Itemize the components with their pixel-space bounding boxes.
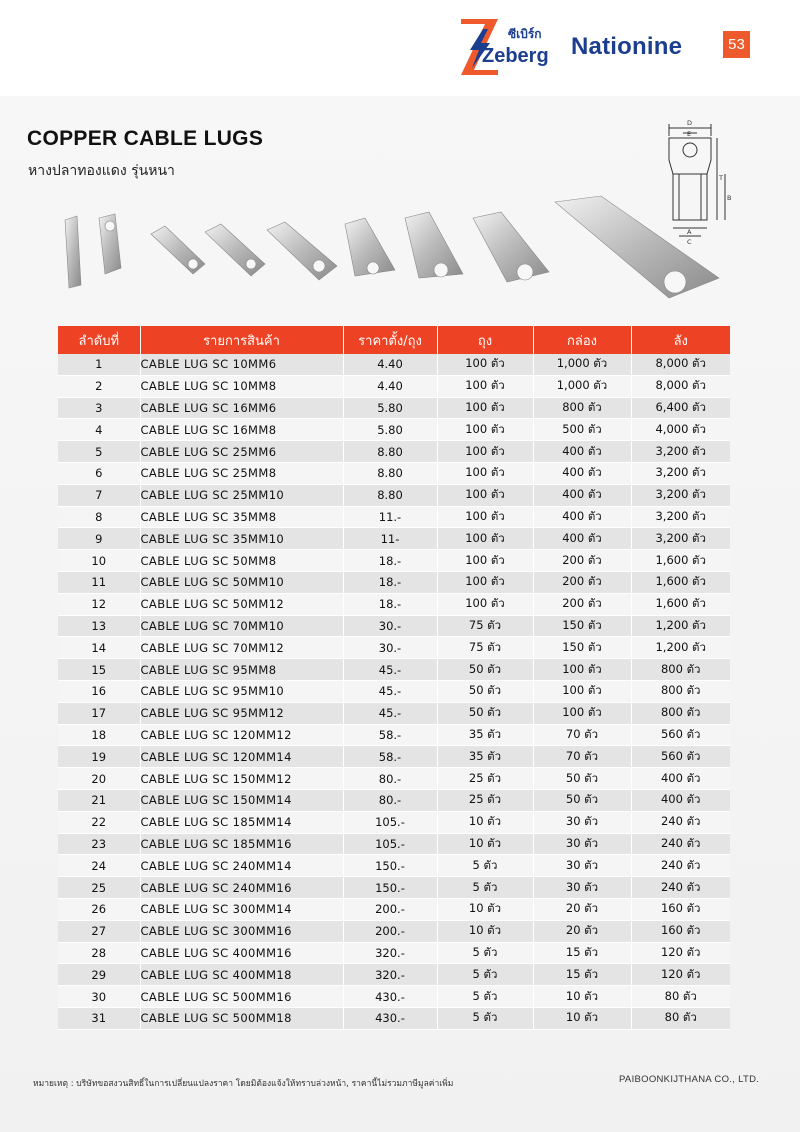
cell-item: CABLE LUG SC 300MM16 <box>140 920 343 942</box>
cell-no: 14 <box>58 637 140 659</box>
cell-item: CABLE LUG SC 150MM12 <box>140 768 343 790</box>
cell-bag-qty: 50 ตัว <box>437 680 533 702</box>
cell-item: CABLE LUG SC 400MM16 <box>140 942 343 964</box>
cell-carton-qty: 400 ตัว <box>631 789 730 811</box>
cell-bag-qty: 5 ตัว <box>437 877 533 899</box>
table-row <box>58 768 730 790</box>
cell-price: 8.80 <box>343 462 437 484</box>
cell-carton-qty: 80 ตัว <box>631 1007 730 1029</box>
cell-box-qty: 20 ตัว <box>533 920 631 942</box>
cell-box-qty: 400 ตัว <box>533 462 631 484</box>
table-body <box>58 354 730 1029</box>
cell-item: CABLE LUG SC 400MM18 <box>140 964 343 986</box>
cell-no: 9 <box>58 528 140 550</box>
cell-no: 12 <box>58 593 140 615</box>
cell-item: CABLE LUG SC 95MM12 <box>140 702 343 724</box>
cell-price: 5.80 <box>343 419 437 441</box>
cell-no: 22 <box>58 811 140 833</box>
col-header-carton: ลัง <box>631 326 730 354</box>
cell-bag-qty: 100 ตัว <box>437 462 533 484</box>
cell-box-qty: 200 ตัว <box>533 571 631 593</box>
cell-price: 430.- <box>343 986 437 1008</box>
cell-bag-qty: 25 ตัว <box>437 789 533 811</box>
cell-carton-qty: 80 ตัว <box>631 986 730 1008</box>
cell-box-qty: 30 ตัว <box>533 855 631 877</box>
cell-no: 4 <box>58 419 140 441</box>
brand-logo: Zeberg <box>482 45 549 67</box>
table-row <box>58 724 730 746</box>
cell-box-qty: 30 ตัว <box>533 877 631 899</box>
cell-no: 26 <box>58 898 140 920</box>
cell-price: 18.- <box>343 593 437 615</box>
cell-no: 31 <box>58 1007 140 1029</box>
cell-price: 80.- <box>343 768 437 790</box>
cell-carton-qty: 8,000 ตัว <box>631 375 730 397</box>
cell-no: 29 <box>58 964 140 986</box>
cell-box-qty: 20 ตัว <box>533 898 631 920</box>
dim-label-b: B <box>727 194 732 202</box>
cell-item: CABLE LUG SC 16MM8 <box>140 419 343 441</box>
cell-carton-qty: 240 ตัว <box>631 833 730 855</box>
table-row <box>58 571 730 593</box>
cell-no: 30 <box>58 986 140 1008</box>
cell-no: 16 <box>58 680 140 702</box>
cell-price: 150.- <box>343 855 437 877</box>
dim-label-d: D <box>687 119 693 127</box>
cell-bag-qty: 10 ตัว <box>437 898 533 920</box>
cell-bag-qty: 5 ตัว <box>437 855 533 877</box>
cell-carton-qty: 240 ตัว <box>631 811 730 833</box>
page-header <box>0 0 800 96</box>
cell-carton-qty: 160 ตัว <box>631 920 730 942</box>
cell-box-qty: 10 ตัว <box>533 986 631 1008</box>
cell-no: 1 <box>58 354 140 375</box>
table-row <box>58 680 730 702</box>
brand-name: Nationine <box>571 33 683 60</box>
cell-carton-qty: 6,400 ตัว <box>631 397 730 419</box>
cell-bag-qty: 100 ตัว <box>437 484 533 506</box>
cell-price: 200.- <box>343 920 437 942</box>
cell-bag-qty: 10 ตัว <box>437 833 533 855</box>
cell-no: 19 <box>58 746 140 768</box>
cell-carton-qty: 400 ตัว <box>631 768 730 790</box>
cell-price: 8.80 <box>343 484 437 506</box>
cell-item: CABLE LUG SC 25MM6 <box>140 441 343 463</box>
cell-box-qty: 30 ตัว <box>533 811 631 833</box>
cell-item: CABLE LUG SC 120MM12 <box>140 724 343 746</box>
cell-price: 80.- <box>343 789 437 811</box>
cell-price: 4.40 <box>343 354 437 375</box>
cell-no: 2 <box>58 375 140 397</box>
table-row <box>58 354 730 375</box>
cell-carton-qty: 1,600 ตัว <box>631 593 730 615</box>
cell-carton-qty: 3,200 ตัว <box>631 506 730 528</box>
cell-price: 4.40 <box>343 375 437 397</box>
cell-box-qty: 400 ตัว <box>533 441 631 463</box>
col-header-box: กล่อง <box>533 326 631 354</box>
cell-item: CABLE LUG SC 70MM10 <box>140 615 343 637</box>
cell-bag-qty: 10 ตัว <box>437 811 533 833</box>
cell-bag-qty: 100 ตัว <box>437 397 533 419</box>
cell-carton-qty: 240 ตัว <box>631 877 730 899</box>
cell-price: 320.- <box>343 964 437 986</box>
price-table <box>58 326 730 1030</box>
cell-carton-qty: 8,000 ตัว <box>631 354 730 375</box>
page-subtitle: หางปลาทองแดง รุ่นหนา <box>28 163 175 179</box>
cell-box-qty: 70 ตัว <box>533 746 631 768</box>
cell-carton-qty: 120 ตัว <box>631 942 730 964</box>
cell-item: CABLE LUG SC 120MM14 <box>140 746 343 768</box>
cell-carton-qty: 800 ตัว <box>631 680 730 702</box>
cell-bag-qty: 100 ตัว <box>437 528 533 550</box>
cell-box-qty: 100 ตัว <box>533 659 631 681</box>
cell-carton-qty: 560 ตัว <box>631 746 730 768</box>
table-row <box>58 855 730 877</box>
cell-carton-qty: 1,600 ตัว <box>631 571 730 593</box>
cell-box-qty: 100 ตัว <box>533 680 631 702</box>
dim-label-e: E <box>687 130 692 138</box>
page-number: 53 <box>723 31 750 58</box>
cell-no: 15 <box>58 659 140 681</box>
cell-no: 6 <box>58 462 140 484</box>
cell-item: CABLE LUG SC 240MM16 <box>140 877 343 899</box>
cell-item: CABLE LUG SC 35MM10 <box>140 528 343 550</box>
table-row <box>58 419 730 441</box>
table-row <box>58 375 730 397</box>
cell-bag-qty: 50 ตัว <box>437 659 533 681</box>
cell-item: CABLE LUG SC 185MM16 <box>140 833 343 855</box>
cell-bag-qty: 5 ตัว <box>437 986 533 1008</box>
cell-no: 17 <box>58 702 140 724</box>
cell-box-qty: 15 ตัว <box>533 964 631 986</box>
table-row <box>58 789 730 811</box>
cell-bag-qty: 75 ตัว <box>437 637 533 659</box>
cell-carton-qty: 800 ตัว <box>631 659 730 681</box>
cell-bag-qty: 35 ตัว <box>437 746 533 768</box>
cell-item: CABLE LUG SC 10MM8 <box>140 375 343 397</box>
cell-bag-qty: 5 ตัว <box>437 942 533 964</box>
footer-note: หมายเหตุ : บริษัทขอสงวนสิทธิ์ในการเปลี่ยนแปลงราคา โดยมิต้องแจ้งให้ทราบล่วงหน้า, ราคานี้ไม่รวมภาษีมูลค่าเพิ่ม <box>33 1079 454 1089</box>
cell-price: 45.- <box>343 702 437 724</box>
cell-bag-qty: 35 ตัว <box>437 724 533 746</box>
cell-box-qty: 400 ตัว <box>533 528 631 550</box>
table-row <box>58 986 730 1008</box>
col-header-price: ราคาตั้ง/ถุง <box>343 326 437 354</box>
cell-no: 28 <box>58 942 140 964</box>
cell-bag-qty: 5 ตัว <box>437 1007 533 1029</box>
cell-item: CABLE LUG SC 95MM8 <box>140 659 343 681</box>
cell-price: 8.80 <box>343 441 437 463</box>
cell-price: 105.- <box>343 811 437 833</box>
table-row <box>58 637 730 659</box>
cell-carton-qty: 1,200 ตัว <box>631 615 730 637</box>
cell-bag-qty: 50 ตัว <box>437 702 533 724</box>
cell-carton-qty: 1,200 ตัว <box>631 637 730 659</box>
cell-bag-qty: 5 ตัว <box>437 964 533 986</box>
cell-box-qty: 150 ตัว <box>533 615 631 637</box>
table-row <box>58 528 730 550</box>
cell-price: 5.80 <box>343 397 437 419</box>
cell-price: 58.- <box>343 746 437 768</box>
table-row <box>58 550 730 572</box>
cell-carton-qty: 800 ตัว <box>631 702 730 724</box>
cell-item: CABLE LUG SC 50MM12 <box>140 593 343 615</box>
cell-carton-qty: 160 ตัว <box>631 898 730 920</box>
cell-box-qty: 500 ตัว <box>533 419 631 441</box>
col-header-item: รายการสินค้า <box>140 326 343 354</box>
cell-price: 30.- <box>343 615 437 637</box>
cell-price: 18.- <box>343 571 437 593</box>
cell-box-qty: 1,000 ตัว <box>533 375 631 397</box>
cell-no: 20 <box>58 768 140 790</box>
cell-box-qty: 400 ตัว <box>533 484 631 506</box>
cell-price: 150.- <box>343 877 437 899</box>
cell-box-qty: 200 ตัว <box>533 593 631 615</box>
zeberg-logo <box>458 16 554 78</box>
cell-bag-qty: 10 ตัว <box>437 920 533 942</box>
cell-box-qty: 100 ตัว <box>533 702 631 724</box>
cell-bag-qty: 100 ตัว <box>437 375 533 397</box>
cell-no: 5 <box>58 441 140 463</box>
brand-thai: ซีเบิร์ก <box>508 27 542 41</box>
cell-box-qty: 1,000 ตัว <box>533 354 631 375</box>
cell-carton-qty: 3,200 ตัว <box>631 462 730 484</box>
table-row <box>58 877 730 899</box>
cell-no: 8 <box>58 506 140 528</box>
cell-bag-qty: 100 ตัว <box>437 506 533 528</box>
cell-price: 11- <box>343 528 437 550</box>
cell-price: 45.- <box>343 680 437 702</box>
cell-item: CABLE LUG SC 50MM8 <box>140 550 343 572</box>
cell-item: CABLE LUG SC 185MM14 <box>140 811 343 833</box>
company-name: PAIBOONKIJTHANA CO., LTD. <box>619 1074 760 1085</box>
table-row <box>58 1007 730 1029</box>
cell-no: 23 <box>58 833 140 855</box>
cell-no: 21 <box>58 789 140 811</box>
col-header-no: ลำดับที่ <box>58 326 140 354</box>
cell-item: CABLE LUG SC 10MM6 <box>140 354 343 375</box>
cell-item: CABLE LUG SC 95MM10 <box>140 680 343 702</box>
cell-no: 3 <box>58 397 140 419</box>
cell-no: 18 <box>58 724 140 746</box>
cell-price: 11.- <box>343 506 437 528</box>
cell-carton-qty: 120 ตัว <box>631 964 730 986</box>
table-row <box>58 397 730 419</box>
cell-item: CABLE LUG SC 25MM8 <box>140 462 343 484</box>
cell-no: 24 <box>58 855 140 877</box>
cell-box-qty: 50 ตัว <box>533 789 631 811</box>
cell-box-qty: 400 ตัว <box>533 506 631 528</box>
table-row <box>58 942 730 964</box>
table-row <box>58 833 730 855</box>
cell-item: CABLE LUG SC 25MM10 <box>140 484 343 506</box>
cell-no: 11 <box>58 571 140 593</box>
cell-bag-qty: 100 ตัว <box>437 550 533 572</box>
cell-price: 200.- <box>343 898 437 920</box>
cell-item: CABLE LUG SC 35MM8 <box>140 506 343 528</box>
cell-carton-qty: 560 ตัว <box>631 724 730 746</box>
cell-item: CABLE LUG SC 240MM14 <box>140 855 343 877</box>
cell-bag-qty: 100 ตัว <box>437 419 533 441</box>
cell-carton-qty: 1,600 ตัว <box>631 550 730 572</box>
cell-carton-qty: 3,200 ตัว <box>631 441 730 463</box>
table-row <box>58 920 730 942</box>
cell-no: 27 <box>58 920 140 942</box>
cell-item: CABLE LUG SC 50MM10 <box>140 571 343 593</box>
cell-item: CABLE LUG SC 300MM14 <box>140 898 343 920</box>
cell-no: 13 <box>58 615 140 637</box>
table-row <box>58 964 730 986</box>
cell-carton-qty: 4,000 ตัว <box>631 419 730 441</box>
cell-item: CABLE LUG SC 500MM18 <box>140 1007 343 1029</box>
table-row <box>58 441 730 463</box>
cell-box-qty: 50 ตัว <box>533 768 631 790</box>
cell-bag-qty: 100 ตัว <box>437 354 533 375</box>
col-header-bag: ถุง <box>437 326 533 354</box>
cell-price: 430.- <box>343 1007 437 1029</box>
table-row <box>58 659 730 681</box>
cell-box-qty: 800 ตัว <box>533 397 631 419</box>
cell-box-qty: 30 ตัว <box>533 833 631 855</box>
cell-no: 25 <box>58 877 140 899</box>
table-row <box>58 506 730 528</box>
cell-bag-qty: 25 ตัว <box>437 768 533 790</box>
cell-price: 320.- <box>343 942 437 964</box>
table-row <box>58 811 730 833</box>
cell-carton-qty: 3,200 ตัว <box>631 528 730 550</box>
cell-item: CABLE LUG SC 150MM14 <box>140 789 343 811</box>
cell-price: 30.- <box>343 637 437 659</box>
product-photo-cable-lugs <box>55 190 725 310</box>
table-row <box>58 462 730 484</box>
cell-box-qty: 200 ตัว <box>533 550 631 572</box>
cell-box-qty: 10 ตัว <box>533 1007 631 1029</box>
cell-box-qty: 15 ตัว <box>533 942 631 964</box>
dim-label-a: A <box>687 228 692 236</box>
page-title: COPPER CABLE LUGS <box>27 127 264 150</box>
cell-price: 18.- <box>343 550 437 572</box>
cell-carton-qty: 240 ตัว <box>631 855 730 877</box>
cell-price: 105.- <box>343 833 437 855</box>
table-header-row <box>58 326 730 354</box>
cell-item: CABLE LUG SC 500MM16 <box>140 986 343 1008</box>
cell-item: CABLE LUG SC 70MM12 <box>140 637 343 659</box>
table-row <box>58 615 730 637</box>
cell-item: CABLE LUG SC 16MM6 <box>140 397 343 419</box>
cell-bag-qty: 100 ตัว <box>437 593 533 615</box>
dim-label-t: T <box>719 174 723 182</box>
cell-no: 10 <box>58 550 140 572</box>
table-row <box>58 702 730 724</box>
cell-bag-qty: 100 ตัว <box>437 441 533 463</box>
dim-label-c: C <box>687 238 692 246</box>
cell-price: 58.- <box>343 724 437 746</box>
cell-price: 45.- <box>343 659 437 681</box>
cell-box-qty: 70 ตัว <box>533 724 631 746</box>
cell-bag-qty: 75 ตัว <box>437 615 533 637</box>
cell-bag-qty: 100 ตัว <box>437 571 533 593</box>
cell-box-qty: 150 ตัว <box>533 637 631 659</box>
table-row <box>58 898 730 920</box>
cell-no: 7 <box>58 484 140 506</box>
cell-carton-qty: 3,200 ตัว <box>631 484 730 506</box>
table-row <box>58 593 730 615</box>
table-row <box>58 746 730 768</box>
table-row <box>58 484 730 506</box>
